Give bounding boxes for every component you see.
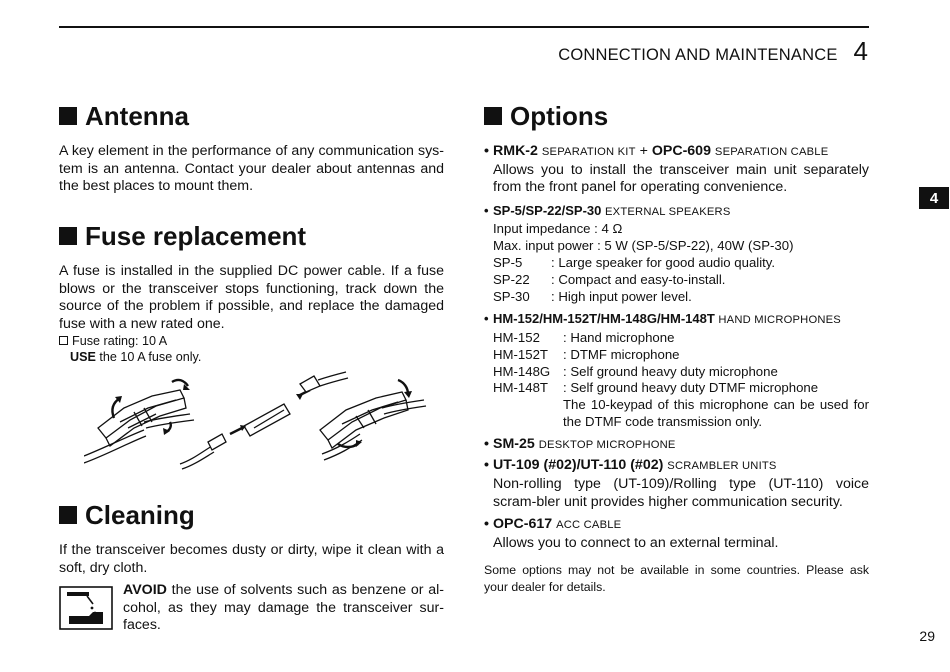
chapter-tab: 4 xyxy=(919,187,949,209)
cleaning-section xyxy=(59,500,444,635)
option-rmk2: • RMK-2 SEPARATION KIT + OPC-609 SEPARATION CABLE Allows you to install the transceiver main unit separately from the front panel for operating convenience. xyxy=(484,143,869,196)
square-bullet-icon xyxy=(59,107,77,125)
fuse-section xyxy=(59,221,444,365)
running-header xyxy=(558,36,868,67)
avoid-warning xyxy=(59,582,444,635)
square-bullet-icon xyxy=(484,107,502,125)
avoid-text: AVOID the use of solvents such as benzene or al-cohol, as they may damage the transceiver sur-faces. xyxy=(123,582,444,634)
section-title: CONNECTION AND MAINTENANCE xyxy=(558,46,838,64)
option-opc617: • OPC-617 ACC CABLE Allows you to connect to an external terminal. xyxy=(484,516,779,551)
corrosive-warning-icon xyxy=(59,586,113,630)
page-number: 29 xyxy=(919,628,935,644)
fuse-heading: Fuse replacement xyxy=(59,221,444,251)
cleaning-text: If the transceiver becomes dusty or dirty, wipe it clean with a soft, dry cloth. xyxy=(59,542,444,576)
header-rule xyxy=(59,26,869,28)
option-hand-microphones: • HM-152/HM-152T/HM-148G/HM-148T HAND MICROPHONES HM-152 : Hand microphone HM-152T : DTMF microphone HM-148G : Self ground heavy duty microphone HM-148T : Self ground heavy duty DTMF microphone The 10-keypad of this microphone can be used for the DTMF code transmission only. xyxy=(484,311,869,429)
cleaning-heading: Cleaning xyxy=(59,500,444,530)
square-bullet-icon xyxy=(59,227,77,245)
antenna-section xyxy=(59,101,444,196)
fuse-rating: Fuse rating: 10 A xyxy=(59,333,444,349)
options-footnote: Some options may not be available in some countries. Please ask your dealer for details. xyxy=(484,563,869,594)
options-section xyxy=(484,101,869,595)
fuse-text: A fuse is installed in the supplied DC power cable. If a fuse blows or the transceiver stops functioning, track down the source of the problem if possible, and replace the damaged fuse with a new rated one. xyxy=(59,263,444,332)
fuse-replacement-illustration xyxy=(84,368,429,470)
square-bullet-icon xyxy=(59,506,77,524)
antenna-heading: Antenna xyxy=(59,101,444,131)
fuse-use-note: USE the 10 A fuse only. xyxy=(70,350,202,365)
chapter-number: 4 xyxy=(853,36,868,66)
option-speakers: • SP-5/SP-22/SP-30 EXTERNAL SPEAKERS Input impedance : 4 Ω Max. input power : 5 W (SP-5/SP-22), 40W (SP-30) SP-5 : Large speaker for good audio quality. SP-22 : Compact and easy-to-install. SP-30 : High input power level. xyxy=(484,202,794,304)
checkbox-icon xyxy=(59,336,68,345)
option-sm25: • SM-25 DESKTOP MICROPHONE xyxy=(484,435,676,452)
options-heading: Options xyxy=(484,101,869,131)
antenna-text: A key element in the performance of any communication sys-tem is an antenna. Contact your dealer about antennas and the best places to mount them. xyxy=(59,143,444,195)
option-scrambler-units: • UT-109 (#02)/UT-110 (#02) SCRAMBLER UNITS Non-rolling type (UT-109)/Rolling type (UT-110) voice scram-bler unit provides higher communication security. xyxy=(484,457,869,510)
